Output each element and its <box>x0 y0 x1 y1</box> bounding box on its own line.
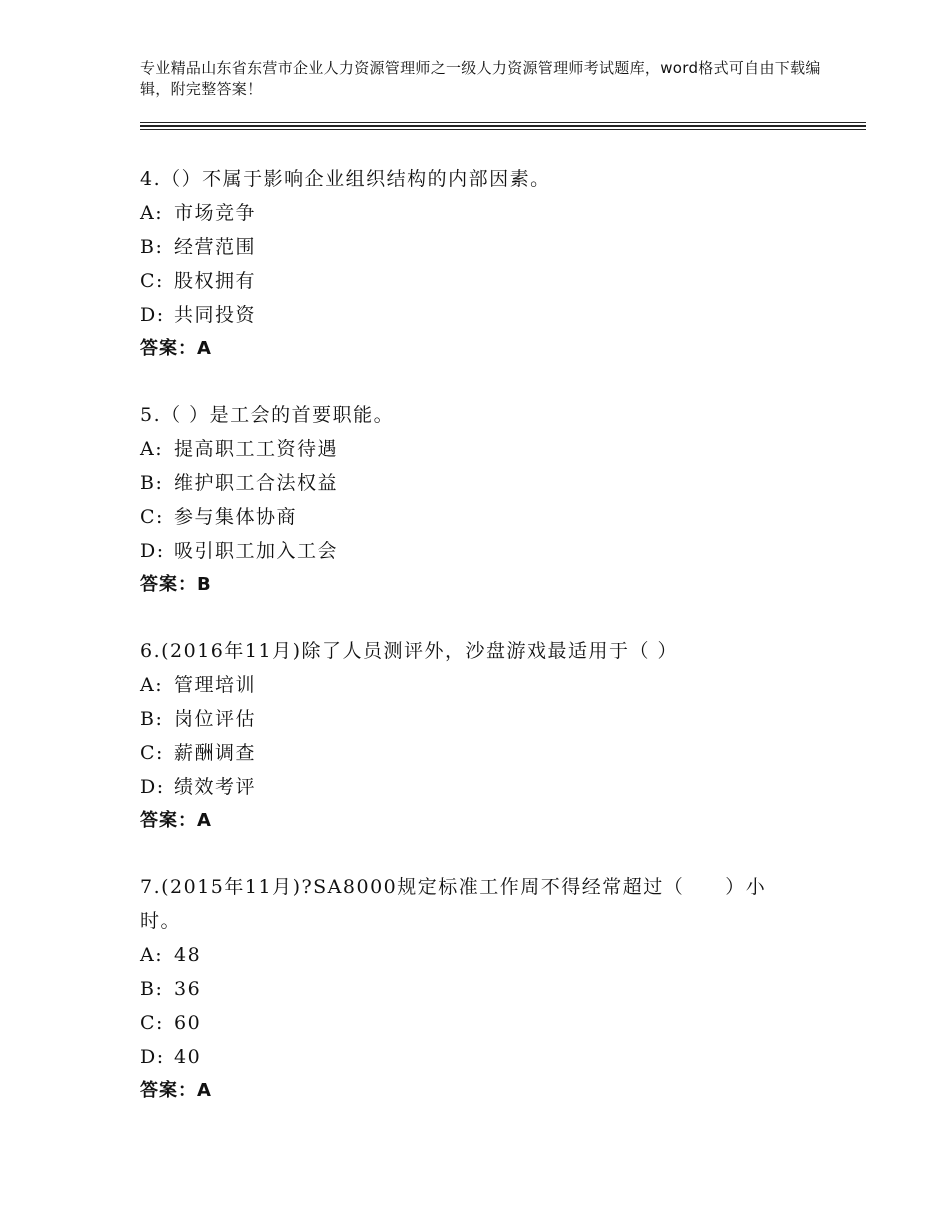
option-b <box>140 972 840 1006</box>
option-letter: A: <box>140 438 164 460</box>
option-c <box>140 736 840 770</box>
option-letter: A: <box>140 202 164 224</box>
option-b <box>140 702 840 736</box>
option-letter: A: <box>140 674 164 696</box>
answer-label: 答案：B <box>140 574 212 595</box>
question-7 <box>140 870 840 1108</box>
question-stem: 5.（ ）是工会的首要职能。 <box>140 404 395 426</box>
question-4 <box>140 162 840 366</box>
option-letter: A: <box>140 944 164 966</box>
option-text: 股权拥有 <box>174 270 257 292</box>
option-a <box>140 432 840 466</box>
option-letter: B: <box>140 236 164 258</box>
question-stem: 7.(2015年11月)?SA8000规定标准工作周不得经常超过（ ）小时。 <box>140 876 767 932</box>
option-text: 管理培训 <box>174 674 257 696</box>
option-a <box>140 938 840 972</box>
option-text: 经营范围 <box>174 236 257 258</box>
option-a <box>140 196 840 230</box>
option-c <box>140 264 840 298</box>
option-c <box>140 500 840 534</box>
header-rule-middle <box>140 125 866 127</box>
option-text: 36 <box>174 978 202 1000</box>
option-b <box>140 466 840 500</box>
header-rule-bottom <box>140 129 866 130</box>
question-6 <box>140 634 840 838</box>
option-text: 吸引职工加入工会 <box>174 540 339 562</box>
answer-label: 答案：A <box>140 810 212 831</box>
question-stem: 4.（）不属于影响企业组织结构的内部因素。 <box>140 168 551 190</box>
option-text: 薪酬调查 <box>174 742 257 764</box>
option-letter: D: <box>140 1046 165 1068</box>
question-stem: 6.(2016年11月)除了人员测评外，沙盘游戏最适用于（ ） <box>140 640 679 662</box>
option-letter: C: <box>140 1012 164 1034</box>
option-b <box>140 230 840 264</box>
option-text: 40 <box>174 1046 202 1068</box>
option-letter: C: <box>140 270 164 292</box>
option-letter: D: <box>140 540 165 562</box>
answer-label: 答案：A <box>140 1080 212 1101</box>
header-rule-top <box>140 122 866 123</box>
option-letter: D: <box>140 304 165 326</box>
option-letter: B: <box>140 708 164 730</box>
option-text: 48 <box>174 944 202 966</box>
document-header: 专业精品山东省东营市企业人力资源管理师之一级人力资源管理师考试题库，word格式可自由下载编辑，附完整答案！ <box>140 59 821 98</box>
option-letter: B: <box>140 978 164 1000</box>
option-text: 60 <box>174 1012 202 1034</box>
option-text: 参与集体协商 <box>174 506 298 528</box>
question-5 <box>140 398 840 602</box>
option-a <box>140 668 840 702</box>
option-d <box>140 298 840 332</box>
option-d <box>140 1040 840 1074</box>
option-text: 维护职工合法权益 <box>174 472 339 494</box>
option-text: 提高职工工资待遇 <box>174 438 339 460</box>
option-text: 共同投资 <box>174 304 257 326</box>
option-d <box>140 534 840 568</box>
option-text: 岗位评估 <box>174 708 257 730</box>
option-d <box>140 770 840 804</box>
question-list <box>140 162 840 1140</box>
option-c <box>140 1006 840 1040</box>
answer-label: 答案：A <box>140 338 212 359</box>
option-letter: C: <box>140 742 164 764</box>
option-text: 市场竞争 <box>174 202 257 224</box>
option-letter: C: <box>140 506 164 528</box>
option-letter: D: <box>140 776 165 798</box>
option-text: 绩效考评 <box>174 776 257 798</box>
option-letter: B: <box>140 472 164 494</box>
